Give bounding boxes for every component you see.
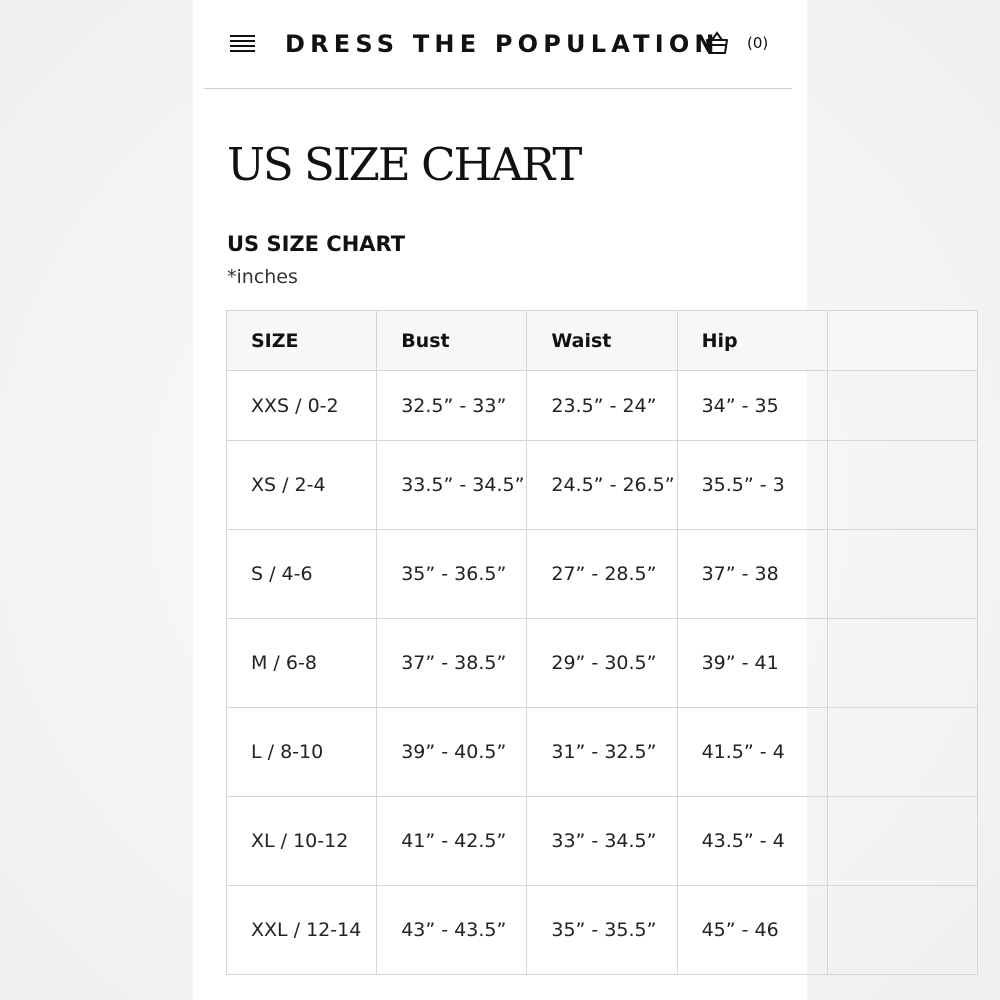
cell-bust: 37” - 38.5” bbox=[377, 619, 527, 708]
cell-hip: 45” - 46 bbox=[677, 886, 827, 975]
cell-waist: 27” - 28.5” bbox=[527, 530, 677, 619]
page-title: US SIZE CHART bbox=[227, 138, 581, 191]
table-row bbox=[227, 797, 978, 886]
cell-size: M / 6-8 bbox=[227, 619, 377, 708]
shopping-bag-icon[interactable] bbox=[704, 30, 730, 56]
mobile-page bbox=[193, 0, 807, 1000]
unit-note: *inches bbox=[227, 266, 298, 288]
cart-count[interactable]: (0) bbox=[747, 34, 769, 52]
cell-overflow bbox=[827, 797, 977, 886]
table-row bbox=[227, 886, 978, 975]
size-chart-table bbox=[226, 310, 978, 975]
cell-waist: 23.5” - 24” bbox=[527, 371, 677, 441]
cell-waist: 31” - 32.5” bbox=[527, 708, 677, 797]
cell-overflow bbox=[827, 886, 977, 975]
cell-bust: 43” - 43.5” bbox=[377, 886, 527, 975]
cell-bust: 41” - 42.5” bbox=[377, 797, 527, 886]
cell-hip: 41.5” - 4 bbox=[677, 708, 827, 797]
cell-bust: 32.5” - 33” bbox=[377, 371, 527, 441]
column-header-hip: Hip bbox=[677, 311, 827, 371]
cell-waist: 33” - 34.5” bbox=[527, 797, 677, 886]
cell-hip: 43.5” - 4 bbox=[677, 797, 827, 886]
header-divider bbox=[204, 88, 792, 89]
brand-logo[interactable]: DRESS THE POPULATION bbox=[285, 30, 720, 58]
table-row bbox=[227, 619, 978, 708]
column-header-size: SIZE bbox=[227, 311, 377, 371]
cell-size: XS / 2-4 bbox=[227, 441, 377, 530]
cell-hip: 34” - 35 bbox=[677, 371, 827, 441]
cell-overflow bbox=[827, 708, 977, 797]
column-header-bust: Bust bbox=[377, 311, 527, 371]
cell-bust: 33.5” - 34.5” bbox=[377, 441, 527, 530]
column-header-overflow bbox=[827, 311, 977, 371]
cell-hip: 35.5” - 3 bbox=[677, 441, 827, 530]
cell-hip: 39” - 41 bbox=[677, 619, 827, 708]
section-title: US SIZE CHART bbox=[227, 232, 406, 256]
cell-overflow bbox=[827, 371, 977, 441]
cell-size: XXS / 0-2 bbox=[227, 371, 377, 441]
cell-waist: 24.5” - 26.5” bbox=[527, 441, 677, 530]
cell-size: L / 8-10 bbox=[227, 708, 377, 797]
cell-size: XXL / 12-14 bbox=[227, 886, 377, 975]
cell-overflow bbox=[827, 530, 977, 619]
column-header-waist: Waist bbox=[527, 311, 677, 371]
cell-size: XL / 10-12 bbox=[227, 797, 377, 886]
site-header bbox=[193, 0, 807, 88]
table-row bbox=[227, 530, 978, 619]
table-row bbox=[227, 441, 978, 530]
cell-waist: 29” - 30.5” bbox=[527, 619, 677, 708]
cell-hip: 37” - 38 bbox=[677, 530, 827, 619]
cell-bust: 39” - 40.5” bbox=[377, 708, 527, 797]
cell-overflow bbox=[827, 441, 977, 530]
cell-waist: 35” - 35.5” bbox=[527, 886, 677, 975]
table-row bbox=[227, 371, 978, 441]
cell-size: S / 4-6 bbox=[227, 530, 377, 619]
size-table-scroll[interactable] bbox=[226, 310, 785, 978]
table-row bbox=[227, 708, 978, 797]
hamburger-menu-icon[interactable] bbox=[230, 34, 255, 54]
cell-overflow bbox=[827, 619, 977, 708]
cell-bust: 35” - 36.5” bbox=[377, 530, 527, 619]
table-header-row bbox=[227, 311, 978, 371]
